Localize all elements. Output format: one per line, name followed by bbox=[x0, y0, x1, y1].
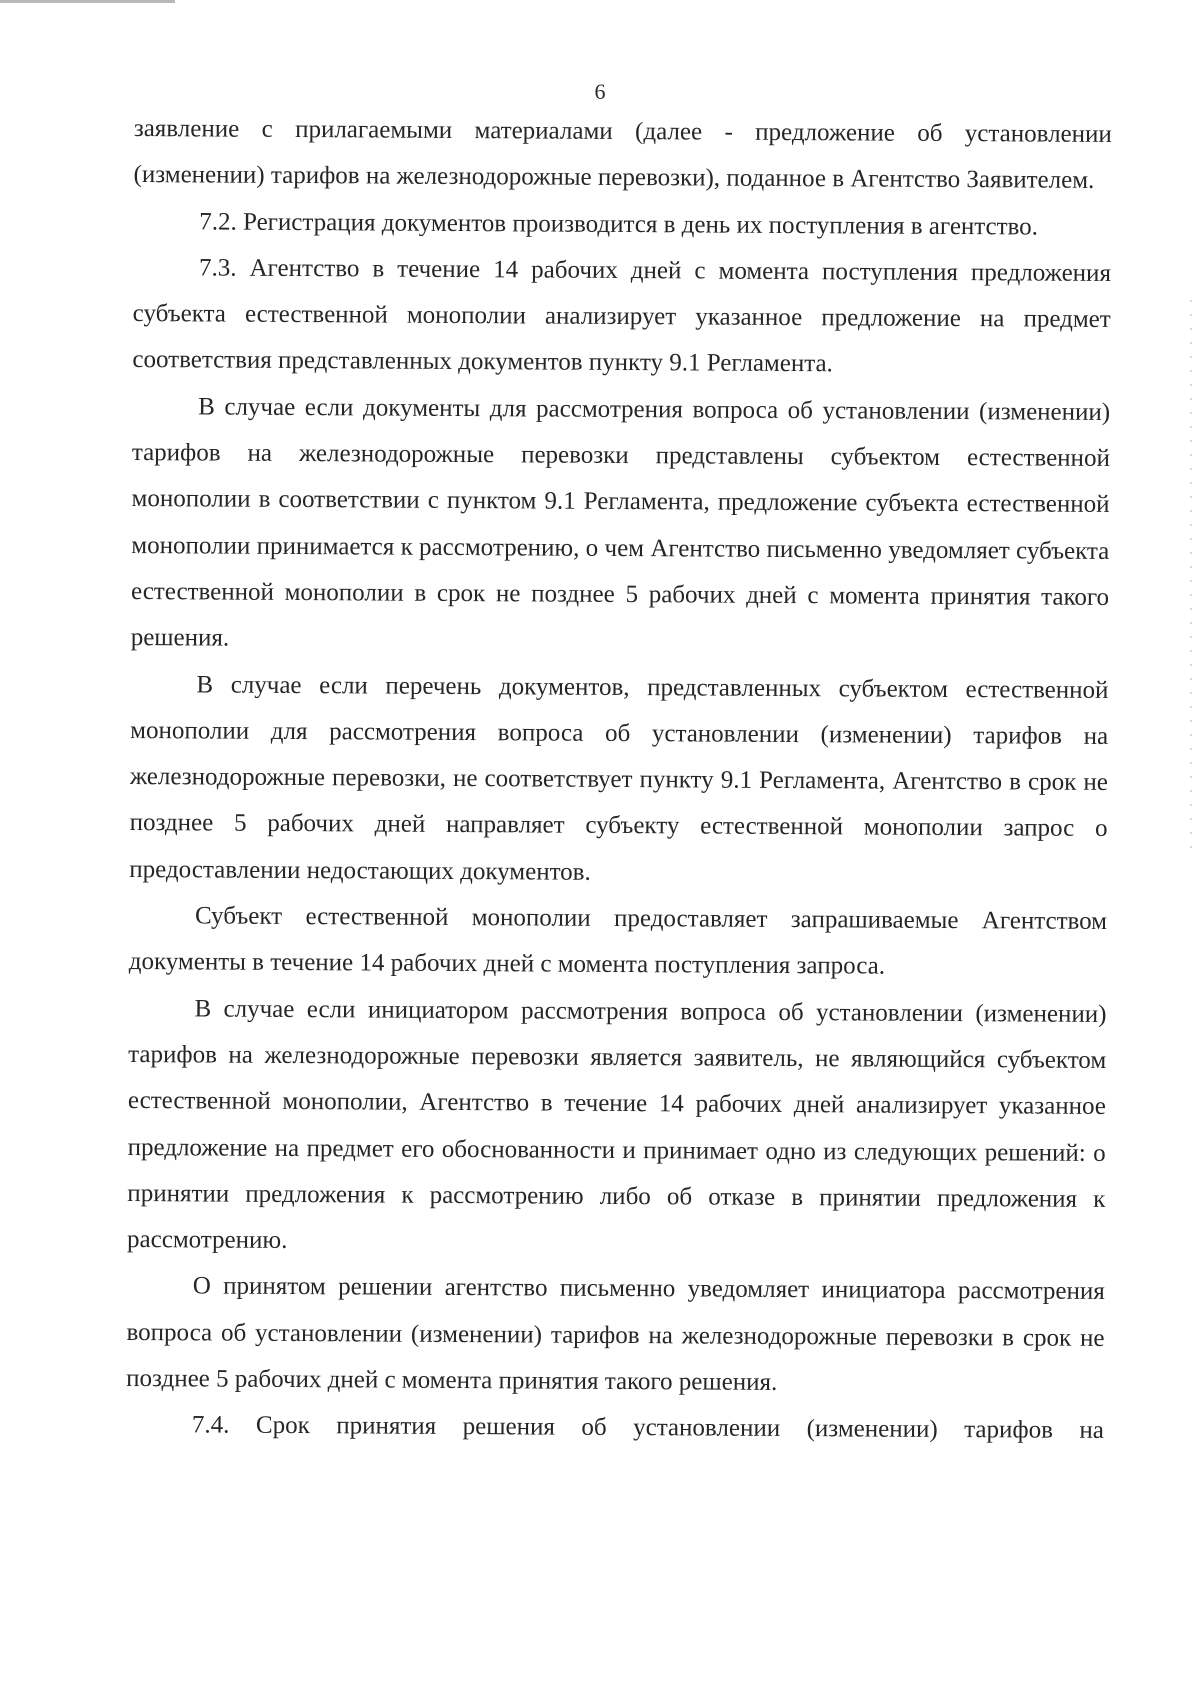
paragraph-non-monopoly-applicant: В случае если инициатором рассмотрения вопроса об установлении (изменении) тарифов на железнодорожные перевозки является заявитель, не являющийся субъектом естественной монополии, Агентство в течение 14 рабочих дней анализирует указанное предложение на предмет его обоснованности и принимает одно из следующих решений: о принятии предложения к рассмотрению либо об отказе в принятии предложения к рассмотрению. bbox=[126, 995, 1107, 1255]
page-number: 6 bbox=[594, 79, 606, 104]
scan-edge-dots bbox=[1190, 300, 1192, 860]
paragraph-documents-missing: В случае если перечень документов, представленных субъектом естественной монополии для рассмотрения вопроса об установлении (изменении) тарифов на железнодорожные перевозки, не соответствует пункту 9.1 Регламента, Агентство в срок не позднее 5 рабочих дней направляет субъекту естественной монополии запрос о предоставлении недостающих документов. bbox=[129, 670, 1109, 886]
paragraph-7-3: 7.3. Агентство в течение 14 рабочих дней с момента поступления предложения субъекта естественной монополии анализирует указанное предложение на предмет соответствия представленных документов пункту 9.1 Регламента. bbox=[132, 254, 1112, 378]
paragraph-7-2: 7.2. Регистрация документов производится в день их поступления в агентство. bbox=[199, 207, 1039, 241]
paragraph-documents-accepted: В случае если документы для рассмотрения вопроса об установлении (изменении) тарифов на железнодорожные перевозки представлены субъектом естественной монополии в соответствии с пунктом 9.1 Регламента, предложение субъекта естественной монополии принимается к рассмотрению, о чем Агентство письменно уведомляет субъекта естественной монополии в срок не позднее 5 рабочих дней с момента принятия такого решения. bbox=[130, 393, 1111, 652]
paragraph-7-4: 7.4. Срок принятия решения об установлении (изменении) тарифов на bbox=[191, 1411, 1105, 1445]
paragraph-documents-provided: Субъект естественной монополии предоставляет запрашиваемые Агентством документы в течение 14 рабочих дней с момента поступления запроса. bbox=[128, 902, 1108, 980]
paragraph-decision-notice: О принятом решении агентство письменно уведомляет инициатора рассмотрения вопроса об установлении (изменении) тарифов на железнодорожные перевозки в срок не позднее 5 рабочих дней с момента принятия такого решения. bbox=[126, 1272, 1105, 1396]
paragraph-intro-continuation: заявление с прилагаемыми материалами (далее - предложение об установлении (изменении) тарифов на железнодорожные перевозки), поданное в Агентство Заявителем. bbox=[133, 114, 1112, 195]
scan-edge-mark bbox=[0, 0, 175, 3]
document-body bbox=[126, 106, 1112, 1455]
